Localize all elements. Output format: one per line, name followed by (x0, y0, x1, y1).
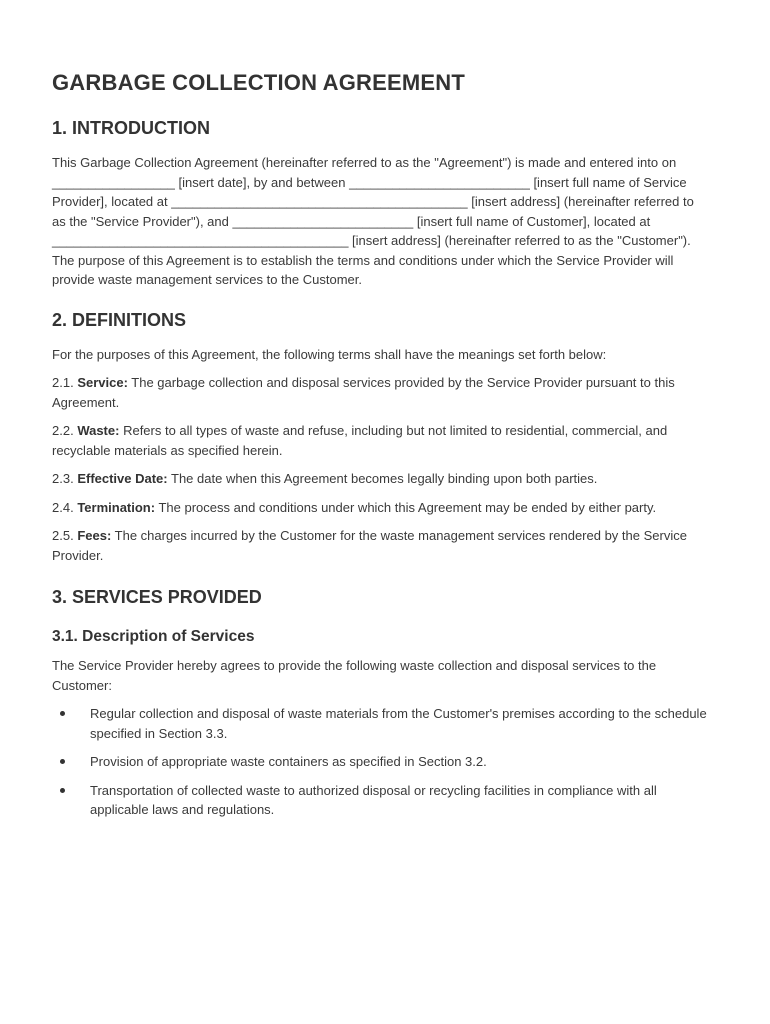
definition-number: 2.4. (52, 499, 74, 515)
definition-item (52, 469, 710, 489)
definition-term: Service: (77, 375, 128, 390)
list-item (52, 781, 710, 820)
definition-number: 2.1. (52, 375, 74, 390)
list-item-text: Regular collection and disposal of waste materials from the Customer's premises according to the schedule specified in Section 3.3. (90, 706, 707, 741)
definition-text: The process and conditions under which this Agreement may be ended by either party. (158, 499, 657, 515)
bullet-icon (60, 711, 65, 716)
introduction-paragraph: This Garbage Collection Agreement (hereinafter referred to as the "Agreement") is made and entered into on _________________ [insert date], by and between _________________________ [insert full name of Service Provider], located at _________________________________________ [insert address] (hereinafter referred to as the "Service Provider"), and _________________________ [insert full name of Customer], located at _________________________________________ [insert address] (hereinafter referred to as the "Customer"). The purpose of this Agreement is to establish the terms and conditions under which the Service Provider will provide waste management services to the Customer. (52, 155, 694, 287)
services-list (52, 704, 710, 820)
document-title: GARBAGE COLLECTION AGREEMENT (52, 70, 466, 95)
definition-term: Waste: (77, 423, 120, 438)
definitions-intro: For the purposes of this Agreement, the following terms shall have the meanings set forth below: (52, 346, 607, 362)
list-item (52, 704, 710, 743)
list-item (52, 752, 710, 772)
definition-text: The charges incurred by the Customer for the waste management services rendered by the Service Provider. (52, 528, 687, 563)
list-item-text: Transportation of collected waste to authorized disposal or recycling facilities in compliance with all applicable laws and regulations. (90, 782, 657, 817)
section-services (52, 587, 710, 820)
definition-number: 2.5. (52, 528, 74, 543)
definition-item (52, 421, 710, 460)
bullet-icon (60, 788, 65, 793)
definition-term: Termination: (77, 499, 156, 515)
section-introduction (52, 118, 710, 290)
definition-number: 2.3. (52, 471, 74, 486)
definition-term: Effective Date: (77, 471, 168, 486)
section-heading-definitions: 2. DEFINITIONS (52, 309, 187, 330)
definition-item (52, 373, 710, 412)
definition-text: Refers to all types of waste and refuse, including but not limited to residential, commercial, and recyclable materials as specified herein. (52, 423, 668, 458)
section-heading-introduction: 1. INTRODUCTION (52, 118, 211, 138)
definition-item (52, 526, 710, 565)
section-heading-services: 3. SERVICES PROVIDED (52, 587, 262, 607)
definition-item (52, 498, 710, 518)
section-definitions (52, 310, 710, 566)
definition-text: The garbage collection and disposal services provided by the Service Provider pursuant to this Agreement. (52, 375, 675, 410)
definition-text: The date when this Agreement becomes legally binding upon both parties. (171, 471, 598, 486)
definition-term: Fees: (77, 528, 112, 543)
services-intro: The Service Provider hereby agrees to provide the following waste collection and disposal services to the Customer: (52, 658, 657, 693)
subsection-description-of-services (52, 628, 710, 820)
subsection-heading: 3.1. Description of Services (52, 628, 255, 645)
definition-number: 2.2. (52, 423, 74, 438)
bullet-icon (60, 759, 65, 764)
list-item-text: Provision of appropriate waste containers as specified in Section 3.2. (90, 754, 487, 769)
